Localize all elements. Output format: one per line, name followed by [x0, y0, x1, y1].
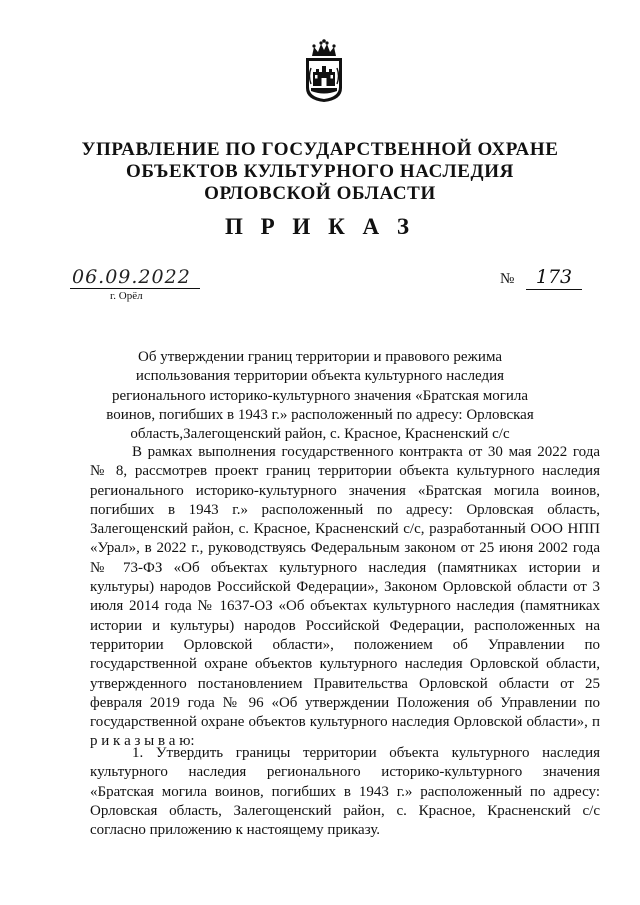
preamble-paragraph: В рамках выполнения государственного контракта от 30 мая 2022 года № 8, рассмотрев проект границ территории объекта культурного наследия регионального историко-культурного значения «Братская могила воинов, погибших в 1943 г.» расположенный по адресу: Орловская область, Залегощенский район, с. Красное, Красненский с/с, разработанный ООО НПП «Урал», в 2022 г., руководствуясь Федеральным законом от 25 июня 2002 года № 73-ФЗ «Об объектах культурного наследия (памятниках истории и культуры) народов Российской Федерации», Законом Орловской области от 3 июля 2014 года № 1637-ОЗ «Об объектах культурного наследия (памятниках истории и культуры) народов Российской Федерации, расположенных на территории Орловской области», положением об Управлении по государственной охране объектов культурного наследия Орловской области, утвержденного постановлением Правительства Орловской области от 25 февраля 2019 года № 96 «Об утверждении Положения об Управлении по государственной охране объектов культурного наследия Орловской области», п р и к а з ы в а ю:	[90, 444, 600, 750]
header-line-3: ОРЛОВСКОЙ ОБЛАСТИ	[204, 183, 436, 204]
order-number-block	[500, 266, 584, 293]
item-1-paragraph: 1. Утвердить границы территории объекта культурного наследия культурного наследия регионального историко-культурного значения «Братская могила воинов, погибших в 1943 г.» расположенный по адресу: Орловская область, Залегощенский район, с. Красное, Красненский с/с согласно приложению к настоящему приказу.	[90, 745, 600, 839]
document-title: П Р И К А З	[224, 214, 415, 239]
order-city: г. Орёл	[110, 290, 143, 302]
order-date: 06.09.2022	[70, 266, 200, 289]
order-number: 173	[526, 265, 582, 290]
header-line-2: ОБЪЕКТОВ КУЛЬТУРНОГО НАСЛЕДИЯ	[126, 161, 514, 182]
header-line-1: УПРАВЛЕНИЕ ПО ГОСУДАРСТВЕННОЙ ОХРАНЕ	[81, 139, 559, 160]
oryol-oblast-coat-of-arms-icon	[302, 38, 346, 104]
number-label: №	[500, 271, 515, 287]
order-subject: Об утверждении границ территории и правового режима использования территории объекта культурного наследия регионального историко-культурного значения «Братская могила воинов, погибших в 1943 г.» расположенный по адресу: Орловская область,Залегощенский район, с. Красное, Красненский с/с	[106, 349, 534, 443]
